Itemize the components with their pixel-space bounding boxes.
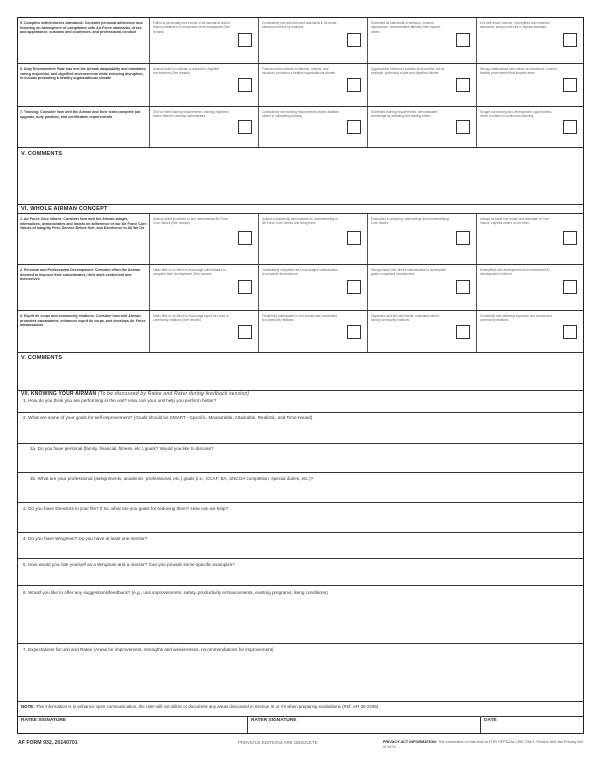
question-7: 7. Expectations for unit and Ratee (Areas for improvement, strengths and weaknesses, recommendations for improvement)	[23, 647, 274, 652]
rating-level	[149, 18, 258, 63]
level-text: Consistently met training requirements and/or assisted others in completing training	[262, 110, 339, 119]
rating-level	[149, 64, 258, 106]
rating-checkbox[interactable]	[563, 78, 577, 92]
criterion-text: 3. Esprit de corps and community relations: Consider how well Airman promotes camaraderie, enhances esprit de corps, and develops Air Force ambassadors	[20, 314, 146, 328]
section-v-row	[18, 64, 583, 107]
rating-checkbox[interactable]	[456, 325, 470, 339]
rating-level	[258, 265, 367, 310]
rating-checkbox[interactable]	[238, 231, 252, 245]
rating-checkbox[interactable]	[238, 280, 252, 294]
rating-level	[367, 64, 476, 106]
rating-level	[476, 18, 584, 63]
section-vii-subtitle: (To be discussed by Ratee and Rater during feedback session)	[97, 391, 250, 397]
question-2a: 2a. Do you have personal (family, financial, fitness, etc.) goals? Would you like to discuss?	[30, 446, 214, 451]
ratee-signature-label: RATEE SIGNATURE	[21, 718, 67, 723]
rating-level	[367, 265, 476, 310]
question-1: 1. How do you think you are performing in the unit? How can your unit help you perform better?	[23, 398, 217, 403]
rating-level	[476, 107, 584, 147]
section-vi-row	[18, 214, 583, 265]
section-heading	[21, 391, 249, 397]
level-text: Always an ideal role model and advocate of Core Values; inspires others to live them	[480, 217, 550, 226]
privacy-note	[21, 704, 576, 710]
date-field[interactable]	[484, 724, 580, 733]
question-2: 2. What are some of your goals for self-improvement? (Goals should be SMART - Specific, Measurable, Attainable, Realistic, and Time-bound)	[23, 415, 313, 420]
criterion-text: 7. Training: Consider how well the Airman and their team complete job upgrade, duty position, and certification requirements	[20, 110, 141, 119]
level-text: Did not meet training requirements, training neglected and/or failed to develop subordinates	[153, 110, 229, 119]
rating-checkbox[interactable]	[238, 33, 252, 47]
rating-level	[367, 214, 476, 264]
level-text: Made little or no effort to encourage esprit de corps or community relations (See remark)	[153, 314, 229, 323]
section-v-row	[18, 107, 583, 148]
question-4: 4. Do you have Wingmen? Do you have at least one mentor?	[23, 536, 148, 541]
note-label: NOTE:	[21, 704, 35, 709]
rating-level	[258, 311, 367, 352]
rater-signature-label: RATER SIGNATURE	[251, 718, 297, 723]
rating-level	[367, 311, 476, 352]
privacy-text: The information in this form is FOR OFFICIAL USE ONLY. Protect IAW the Privacy Act of 1974.	[383, 740, 583, 749]
rating-level	[476, 311, 584, 352]
rating-level	[367, 18, 476, 63]
criterion-text: 1. Air Force Core Values: Consider how well the Airman adopts, internalizes, demonstrates and insists on adherence of our Air Force Core Values of Integrity First, Service Before Self, and Excellence In All We Do	[20, 217, 147, 231]
comments-box[interactable]	[18, 353, 583, 391]
privacy-label: PRIVACY ACT INFORMATION:	[383, 740, 438, 744]
level-text: Made little or no effort to encourage subordinates to complete their development (See remark)	[153, 268, 226, 277]
level-text: Aggressively fostered a positive environment, led by example, promoting a safe and dignified climate	[371, 67, 445, 76]
rating-level	[367, 107, 476, 147]
divider	[18, 412, 583, 413]
rating-level	[149, 107, 258, 147]
rating-level	[258, 107, 367, 147]
section-vi-row	[18, 311, 583, 353]
question-6: 6. Would you like to offer any suggestions/feedback? (e.g., unit improvements, safety, productivity enhancements, existing programs, living conditions)	[23, 590, 328, 595]
criterion-text: 6. Duty Environment: Rate has met the Airman adaptability and mandates, caring respectful, and dignified environments while reducing disruption, to include promoting a healthy organizational climate	[20, 67, 147, 81]
rating-level	[476, 265, 584, 310]
level-text: Organized and led unit events, motivated others; strong community relations	[371, 314, 440, 323]
editions-note: PREVIOUS EDITIONS ARE OBSOLETE	[238, 740, 318, 745]
divider	[18, 701, 583, 702]
rating-checkbox[interactable]	[456, 280, 470, 294]
signature-divider	[480, 717, 481, 733]
rating-checkbox[interactable]	[347, 280, 361, 294]
rating-checkbox[interactable]	[238, 325, 252, 339]
section-v-row	[18, 18, 583, 64]
divider	[18, 643, 583, 644]
level-text: Actions consistently demonstrate an understanding of Air Force Core Values and living them	[262, 217, 338, 226]
level-text: Exemplifies self-development and commitment to development of others	[480, 268, 550, 277]
rating-level	[149, 311, 258, 352]
level-text: In a self-driven manner, exemplifies and enforces standards; always held self to highest standard	[480, 21, 550, 30]
rating-checkbox[interactable]	[238, 78, 252, 92]
rating-checkbox[interactable]	[456, 231, 470, 245]
rating-level	[258, 214, 367, 264]
divider	[18, 558, 583, 559]
feedback-form-page	[17, 17, 584, 717]
rating-checkbox[interactable]	[563, 325, 577, 339]
date-label: DATE	[484, 718, 497, 723]
rater-signature-field[interactable]	[251, 724, 477, 733]
level-text: Frequently participated in unit events and contributed to community relations	[262, 314, 337, 323]
rating-checkbox[interactable]	[563, 120, 577, 134]
rating-checkbox[interactable]	[347, 120, 361, 134]
level-text: Constantly and selflessly improves unit morale and community relations	[480, 314, 552, 323]
level-text: Fostered team climate of fairness, respect, and inclusion; promoted a healthy organizational climate	[262, 67, 336, 76]
level-text: Exemplary in adopting, internalizing and demonstrating Core Values	[371, 217, 449, 226]
rating-checkbox[interactable]	[238, 120, 252, 134]
divider	[18, 443, 583, 444]
rating-checkbox[interactable]	[456, 33, 470, 47]
rating-checkbox[interactable]	[347, 325, 361, 339]
question-3: 3. Do you have stressors in your life? If so, what are you goals for reducing them? How can we help?	[23, 506, 229, 511]
rating-level	[476, 64, 584, 106]
section-vii-title: VII. KNOWING YOUR AIRMAN	[21, 391, 97, 397]
level-text: Exceeded training requirements; demonstrated knowledge by assisting and leading others	[371, 110, 438, 119]
divider	[18, 502, 583, 503]
rating-checkbox[interactable]	[456, 78, 470, 92]
level-text: Actions failed to cultivate a respectful, dignified environment (See remark)	[153, 67, 220, 76]
form-id: AF FORM 932, 20140701	[18, 740, 78, 746]
rating-checkbox[interactable]	[563, 231, 577, 245]
rating-level	[149, 214, 258, 264]
signature-divider	[247, 717, 248, 733]
note-text: This information is to enhance open communication, the rater will not utilize or document any areas discussed in Section III or VII when preparing evaluations (Ref: AFI 36-2406).	[35, 704, 380, 709]
question-5: 5. How would you rate yourself as a Wingman and a mentor? Can you provide some specific examples?	[23, 562, 235, 567]
ratee-signature-field[interactable]	[21, 724, 243, 733]
rating-checkbox[interactable]	[456, 120, 470, 134]
divider	[18, 585, 583, 586]
privacy-act-info	[383, 740, 583, 750]
rating-level	[476, 214, 584, 264]
rating-level	[258, 64, 367, 106]
level-text: Strong relationships and culture of excellence; created healthy environment that inspires team	[480, 67, 557, 76]
comments-box[interactable]	[18, 148, 583, 205]
rating-level	[258, 18, 367, 63]
section-heading: VI. WHOLE AIRMAN CONCEPT	[21, 206, 108, 212]
level-text: Exceeded all standards of behavior, conduct, appearance; demonstrated attitudes that inspired others	[371, 21, 441, 34]
rating-checkbox[interactable]	[347, 33, 361, 47]
section-heading: V. COMMENTS	[21, 355, 63, 361]
criterion-text: 5. Complies with/enforces standards: Consider personal adherence and fostering an atmosphere of compliance with Air Force standards, dress and appearance, customs and courtesies, and professional conduct	[20, 21, 143, 35]
rating-level	[149, 265, 258, 310]
section-vi-header	[18, 205, 583, 214]
section-vi-row	[18, 265, 583, 311]
divider	[18, 532, 583, 533]
level-text: Actions failed to adhere to and demonstrate Air Force Core Values (See remark)	[153, 217, 229, 226]
section-heading: V. COMMENTS	[21, 151, 63, 157]
level-text: Sought out training and development opportunities; drove a culture of continuous learning	[480, 110, 553, 119]
rating-checkbox[interactable]	[563, 280, 577, 294]
divider	[18, 472, 583, 473]
signature-block	[17, 716, 584, 734]
rating-checkbox[interactable]	[563, 33, 577, 47]
level-text: Consistently completes and encourages subordinates to complete development	[262, 268, 338, 277]
criterion-text: 2. Personal and Professional Development: Consider effort the Airman devoted to improve their subordinates, their work center/unit and themselves	[20, 268, 141, 282]
rating-checkbox[interactable]	[347, 78, 361, 92]
rating-checkbox[interactable]	[347, 231, 361, 245]
level-text: Consistently met and enforced standards in all areas; influenced others by example	[262, 21, 338, 30]
question-2b: 2b. What are your professional (assignments, academic, professional, etc.) goals (i.e., CCAF, BA, SNCOA completion, special duties, etc.)?	[30, 476, 314, 481]
level-text: Strong leader who drives subordinates to accomplish goals; completed development	[371, 268, 446, 277]
level-text: Failed to personally meet some or all standards and/or fostered attitudes of compliance were inadequate (See remark)	[153, 21, 231, 34]
